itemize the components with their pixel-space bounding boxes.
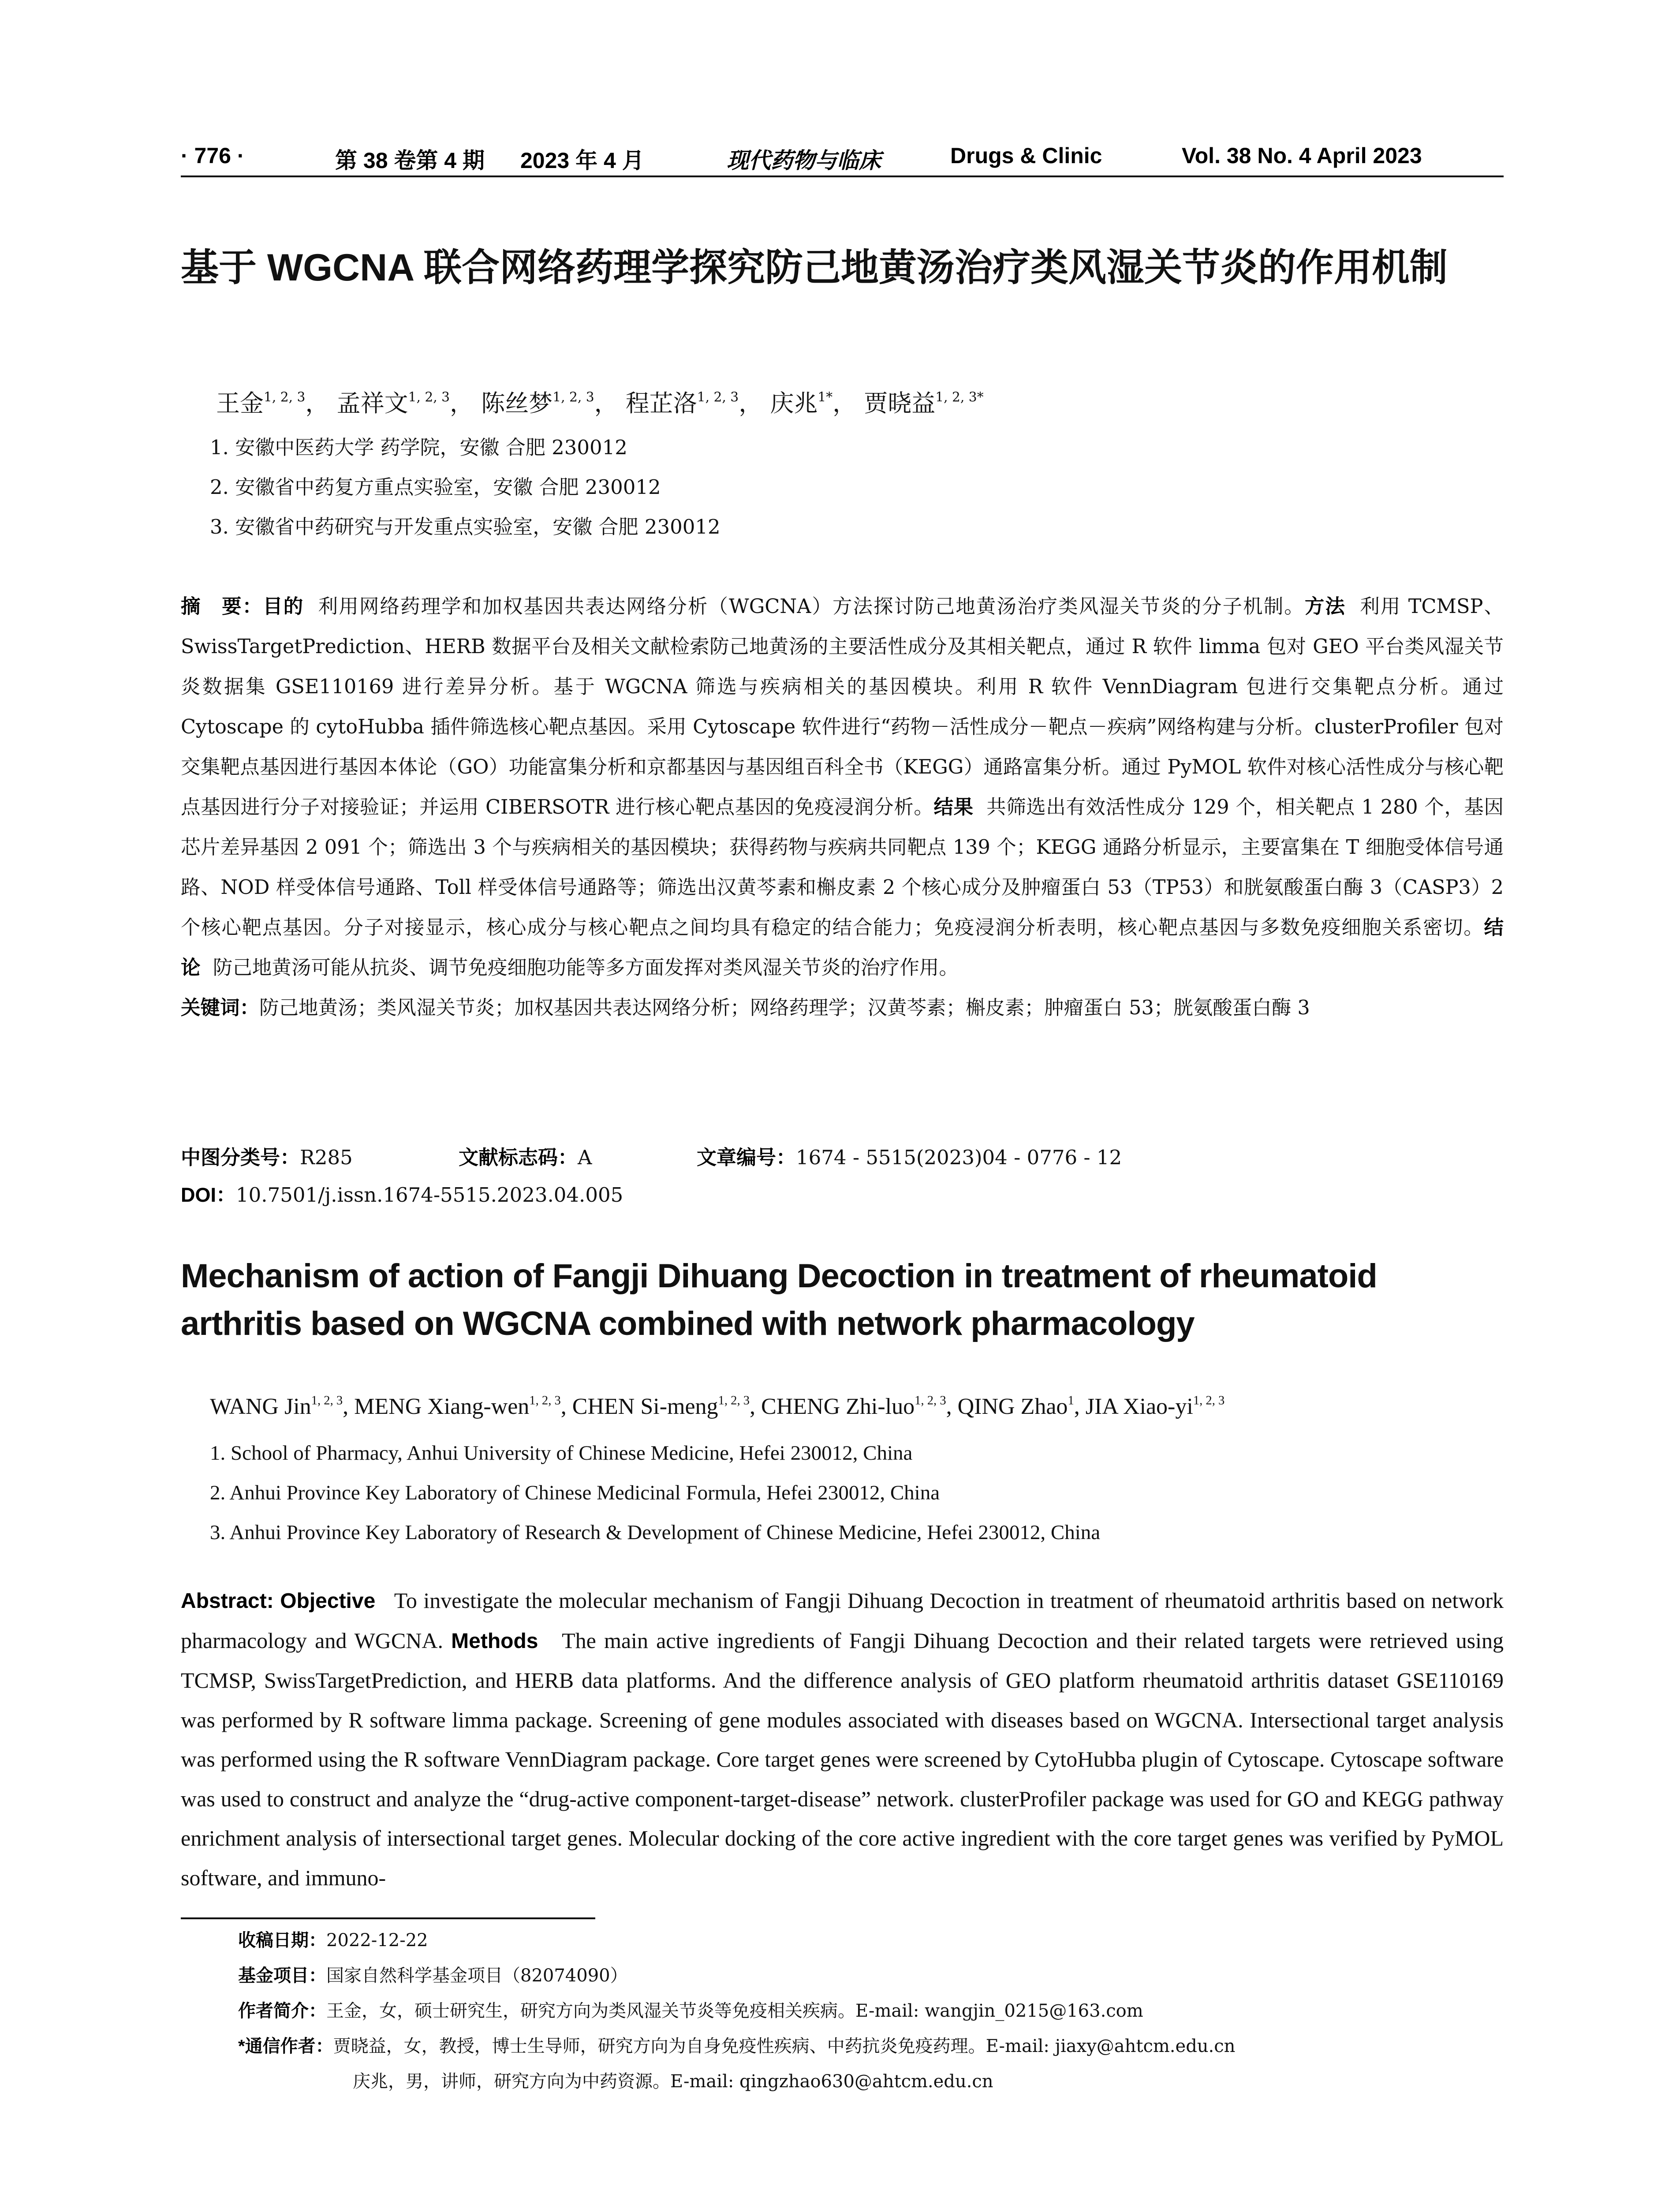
doi-value[interactable]: 10.7501/j.issn.1674-5515.2023.04.005: [236, 1183, 623, 1207]
footnote-corresponding-2: 庆兆，男，讲师，研究方向为中药资源。E-mail: qingzhao630@ahtcm.edu.cn: [353, 2071, 993, 2092]
objective-text-en: To investigate the molecular mechanism of Fangji Dihuang Decoction in treatment of rheumatoid arthritis based on network pharmacology and WGCNA.: [181, 1588, 1504, 1653]
footnote-author-bio: 作者简介：王金，女，硕士研究生，研究方向为类风湿关节炎等免疫相关疾病。E-mail: wangjin_0215@163.com: [238, 2001, 1143, 2021]
author-cn: 王金$^{1, 2, 3}$，: [216, 389, 329, 417]
journal-name-cn: 现代药物与临床: [727, 147, 881, 173]
results-label-cn: 结果: [933, 796, 974, 818]
conclusion-label-cn: 结论: [181, 917, 1504, 979]
article-number: 文章编号：1674 - 5515(2023)04 - 0776 - 12: [697, 1146, 1122, 1169]
doi-label: DOI：: [181, 1184, 236, 1206]
author-cn: 孟祥文$^{1, 2, 3}$，: [336, 389, 474, 417]
methods-text-en: The main active ingredients of Fangji Dihuang Decoction and their related targets were retrieved using TCMSP, SwissTargetPrediction, and HERB data platforms. And the difference analysis of GEO platform rheumatoid arthritis dataset GSE110169 was performed by R software limma package. Screening of gene modules associated with diseases based on WGCNA. Intersectional target analysis was performed using the R software VennDiagram package. Core target genes were screened by CytoHubba plugin of Cytoscape. Cytoscape software was used to construct and analyze the “drug-active component-target-disease” network. clusterProfiler package was used for GO and KEGG pathway enrichment analysis of intersectional target genes. Molecular docking of the core active ingredient with the core target genes was verified by PyMOL software, and immuno-: [181, 1628, 1504, 1890]
methods-label-cn: 方法: [1304, 596, 1346, 617]
author-list-en: [210, 1391, 1511, 1422]
running-header: [181, 140, 1504, 177]
affiliation-cn: 3. 安徽省中药研究与开发重点实验室，安徽 合肥 230012: [210, 515, 721, 538]
author-en: CHEN Si-meng$^{1, 2, 3}$,: [572, 1394, 762, 1419]
affiliation-en: 2. Anhui Province Key Laboratory of Chinese Medicinal Formula, Hefei 230012, China: [210, 1481, 940, 1504]
author-cn: 陈丝梦$^{1, 2, 3}$，: [481, 389, 618, 417]
affiliation-cn: 1. 安徽中医药大学 药学院，安徽 合肥 230012: [210, 436, 627, 459]
date-cn: 2023 年 4 月: [520, 148, 644, 173]
abstract-label-cn: 摘 要：: [181, 596, 263, 617]
author-cn: 庆兆$^{1*}$，: [770, 389, 857, 417]
author-en: WANG Jin$^{1, 2, 3}$,: [210, 1394, 355, 1419]
objective-text-cn: 利用网络药理学和加权基因共表达网络分析（WGCNA）方法探讨防己地黄汤治疗类风湿关节炎的分子机制。: [318, 595, 1305, 618]
author-en: QING Zhao$^1$,: [957, 1394, 1086, 1419]
author-list-cn: [216, 388, 1495, 419]
abstract-label-en: Abstract:: [181, 1589, 274, 1613]
article-title-en: Mechanism of action of Fangji Dihuang Decoction in treatment of rheumatoid arthritis based on WGCNA combined with network pharmacology: [181, 1257, 1377, 1342]
page-number: · 776 ·: [181, 143, 245, 168]
document-code: 文献标志码：A: [459, 1146, 592, 1169]
methods-label-en: Methods: [451, 1629, 538, 1653]
abstract-cn: [181, 587, 1504, 1028]
footnote-divider: [181, 1917, 595, 1919]
results-text-cn: 共筛选出有效活性成分 129 个，相关靶点 1 280 个，基因芯片差异基因 2 091 个；筛选出 3 个与疾病相关的基因模块；获得药物与疾病共同靶点 139 个；KEGG 通路分析显示，主要富集在 T 细胞受体信号通路、NOD 样受体信号通路、Toll 样受体信号通路等；筛选出汉黄芩素和槲皮素 2 个核心成分及肿瘤蛋白 53（TP53）和胱氨酸蛋白酶 3（CASP3）2 个核心靶点基因。分子对接显示，核心成分与核心靶点之间均具有稳定的结合能力；免疫浸润分析表明，核心靶点基因与多数免疫细胞关系密切。: [181, 796, 1504, 939]
article-title-cn: 基于 WGCNA 联合网络药理学探究防己地黄汤治疗类风湿关节炎的作用机制: [181, 247, 1448, 289]
author-en: JIA Xiao-yi$^{1, 2, 3}$: [1085, 1394, 1225, 1419]
objective-label-en: Objective: [280, 1589, 376, 1613]
keywords-text-cn: 防己地黄汤；类风湿关节炎；加权基因共表达网络分析；网络药理学；汉黄芩素；槲皮素；肿瘤蛋白 53；胱氨酸蛋白酶 3: [259, 997, 1310, 1019]
footnote-corresponding: *通信作者：贾晓益，女，教授，博士生导师，研究方向为自身免疫性疾病、中药抗炎免疫药理。E-mail: jiaxy@ahtcm.edu.cn: [238, 2036, 1236, 2056]
author-en: MENG Xiang-wen$^{1, 2, 3}$,: [354, 1394, 572, 1419]
author-en: CHENG Zhi-luo$^{1, 2, 3}$,: [761, 1394, 958, 1419]
abstract-en: [181, 1581, 1504, 1898]
volume-en: Vol. 38 No. 4 April 2023: [1182, 143, 1422, 168]
methods-text-cn: 利用 TCMSP、SwissTargetPrediction、HERB 数据平台及相关文献检索防己地黄汤的主要活性成分及其相关靶点，通过 R 软件 limma 包对 GEO 平台类风湿关节炎数据集 GSE110169 进行差异分析。基于 WGCNA 筛选与疾病相关的基因模块。利用 R 软件 VennDiagram 包进行交集靶点分析。通过 Cytoscape 的 cytoHubba 插件筛选核心靶点基因。采用 Cytoscape 软件进行“药物－活性成分－靶点－疾病”网络构建与分析。clusterProfiler 包对交集靶点基因进行基因本体论（GO）功能富集分析和京都基因与基因组百科全书（KEGG）通路富集分析。通过 PyMOL 软件对核心活性成分与核心靶点基因进行分子对接验证；并运用 CIBERSOTR 进行核心靶点基因的免疫浸润分析。: [181, 595, 1504, 818]
affiliation-en: 1. School of Pharmacy, Anhui University of Chinese Medicine, Hefei 230012, China: [210, 1442, 913, 1465]
author-cn: 贾晓益$^{1, 2, 3*}$: [864, 389, 984, 417]
clc-number: 中图分类号：R285: [181, 1146, 353, 1169]
keywords-label-cn: 关键词：: [181, 997, 260, 1019]
affiliation-cn: 2. 安徽省中药复方重点实验室，安徽 合肥 230012: [210, 475, 661, 499]
author-cn: 程芷洛$^{1, 2, 3}$，: [625, 389, 763, 417]
doi-line: [181, 1180, 1504, 1211]
journal-name-en: Drugs & Clinic: [950, 143, 1102, 168]
conclusion-text-cn: 防己地黄汤可能从抗炎、调节免疫细胞功能等多方面发挥对类风湿关节炎的治疗作用。: [213, 957, 959, 979]
affiliation-en: 3. Anhui Province Key Laboratory of Research & Development of Chinese Medicine, Hefei 230012, China: [210, 1521, 1101, 1544]
objective-label-cn: 目的: [263, 596, 304, 617]
footnote-received: 收稿日期：2022-12-22: [238, 1930, 428, 1951]
volume-cn: 第 38 卷第 4 期: [335, 148, 485, 173]
footnote-funding: 基金项目：国家自然科学基金项目（82074090）: [238, 1966, 628, 1986]
